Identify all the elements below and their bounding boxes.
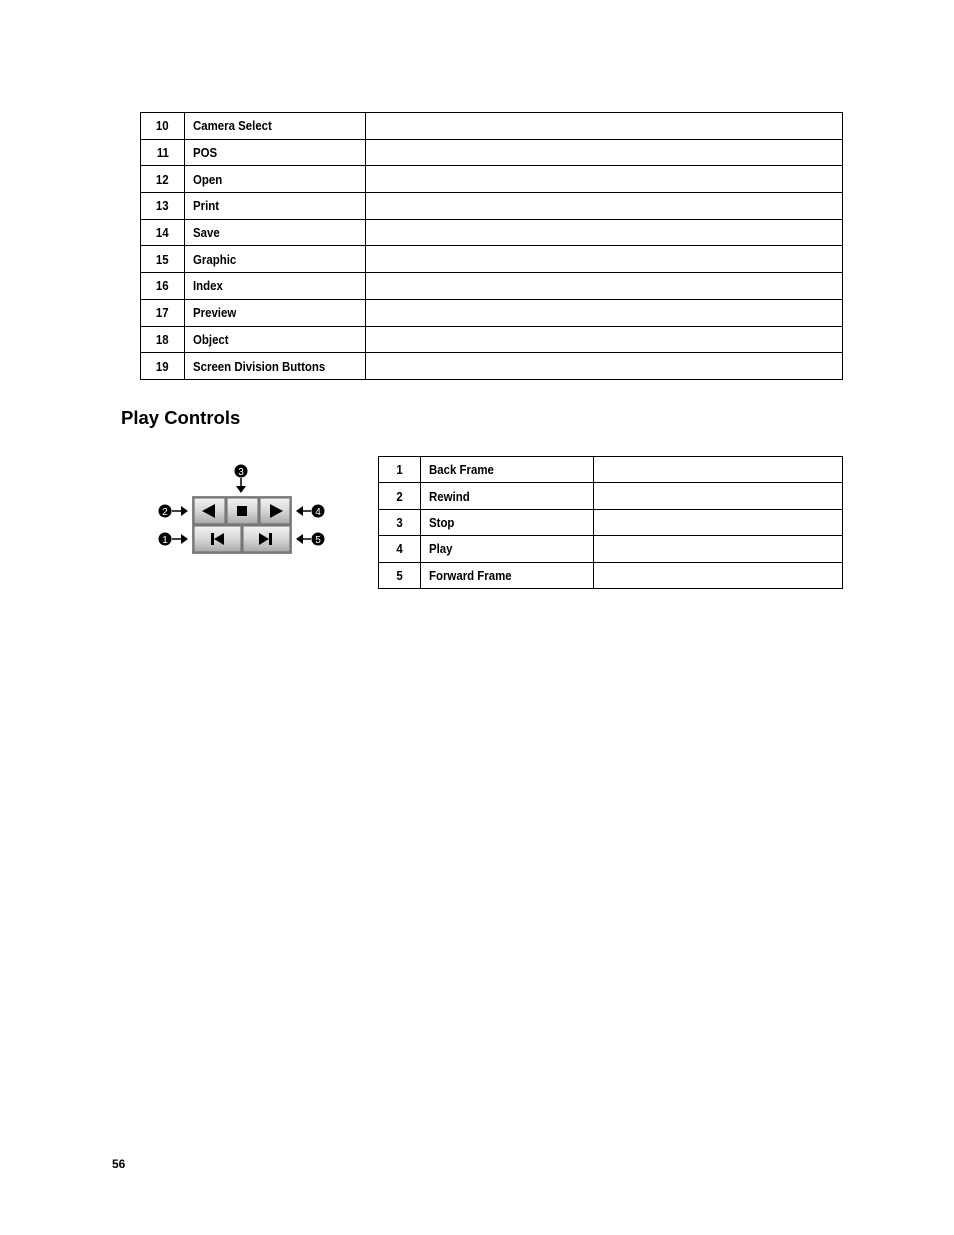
row-description [366, 299, 843, 326]
row-description [594, 536, 843, 562]
table-row [141, 326, 843, 353]
rewind-button[interactable] [194, 498, 225, 524]
svg-text:4: 4 [315, 507, 321, 518]
svg-text:2: 2 [162, 507, 168, 518]
table-row [379, 536, 843, 562]
callout-1 [159, 533, 189, 547]
stop-button[interactable] [227, 498, 258, 524]
row-number: 11 [141, 139, 185, 166]
table-row [141, 246, 843, 273]
row-description [366, 353, 843, 380]
row-number: 12 [141, 166, 185, 193]
table-row [141, 166, 843, 193]
callout-2 [159, 505, 189, 519]
forward-frame-button[interactable] [243, 526, 290, 552]
row-label: Forward Frame [421, 562, 594, 588]
table-row [379, 457, 843, 483]
row-label: Object [185, 326, 366, 353]
row-label: Preview [185, 299, 366, 326]
row-number: 14 [141, 219, 185, 246]
row-description [366, 246, 843, 273]
svg-text:3: 3 [238, 467, 244, 478]
play-controls-table [378, 456, 843, 589]
stop-icon [237, 506, 247, 516]
row-number: 5 [379, 562, 421, 588]
row-description [366, 273, 843, 300]
row-number: 10 [141, 113, 185, 140]
row-number: 15 [141, 246, 185, 273]
row-label: Index [185, 273, 366, 300]
row-number: 4 [379, 536, 421, 562]
callout-3 [235, 465, 248, 494]
row-description [366, 219, 843, 246]
row-description [366, 326, 843, 353]
toolbar-buttons-table [140, 112, 843, 380]
table-row [141, 219, 843, 246]
back-frame-button[interactable] [194, 526, 241, 552]
table-row [141, 139, 843, 166]
row-label: Save [185, 219, 366, 246]
row-label: Stop [421, 509, 594, 535]
row-label: POS [185, 139, 366, 166]
row-number: 17 [141, 299, 185, 326]
page-number: 56 [112, 1157, 126, 1171]
table-row [379, 483, 843, 509]
row-label: Camera Select [185, 113, 366, 140]
row-label: Graphic [185, 246, 366, 273]
play-controls-figure [150, 460, 340, 560]
row-number: 16 [141, 273, 185, 300]
section-title: Play Controls [121, 407, 241, 428]
row-number: 2 [379, 483, 421, 509]
row-description [594, 457, 843, 483]
table-row [141, 299, 843, 326]
row-number: 19 [141, 353, 185, 380]
table-row [141, 193, 843, 220]
table-row [379, 509, 843, 535]
callout-4 [296, 505, 325, 519]
row-number: 1 [379, 457, 421, 483]
row-number: 18 [141, 326, 185, 353]
row-number: 3 [379, 509, 421, 535]
row-description [594, 509, 843, 535]
table-row [379, 562, 843, 588]
table-row [141, 273, 843, 300]
row-description [594, 562, 843, 588]
row-description [366, 166, 843, 193]
row-label: Play [421, 536, 594, 562]
row-label: Print [185, 193, 366, 220]
row-label: Rewind [421, 483, 594, 509]
svg-text:1: 1 [162, 535, 168, 546]
row-label: Open [185, 166, 366, 193]
row-description [366, 193, 843, 220]
callout-5 [296, 533, 325, 547]
table-row [141, 113, 843, 140]
row-label: Back Frame [421, 457, 594, 483]
row-number: 13 [141, 193, 185, 220]
row-label: Screen Division Buttons [185, 353, 366, 380]
row-description [366, 113, 843, 140]
svg-text:5: 5 [315, 535, 321, 546]
play-button[interactable] [260, 498, 290, 524]
table-row [141, 353, 843, 380]
row-description [594, 483, 843, 509]
row-description [366, 139, 843, 166]
